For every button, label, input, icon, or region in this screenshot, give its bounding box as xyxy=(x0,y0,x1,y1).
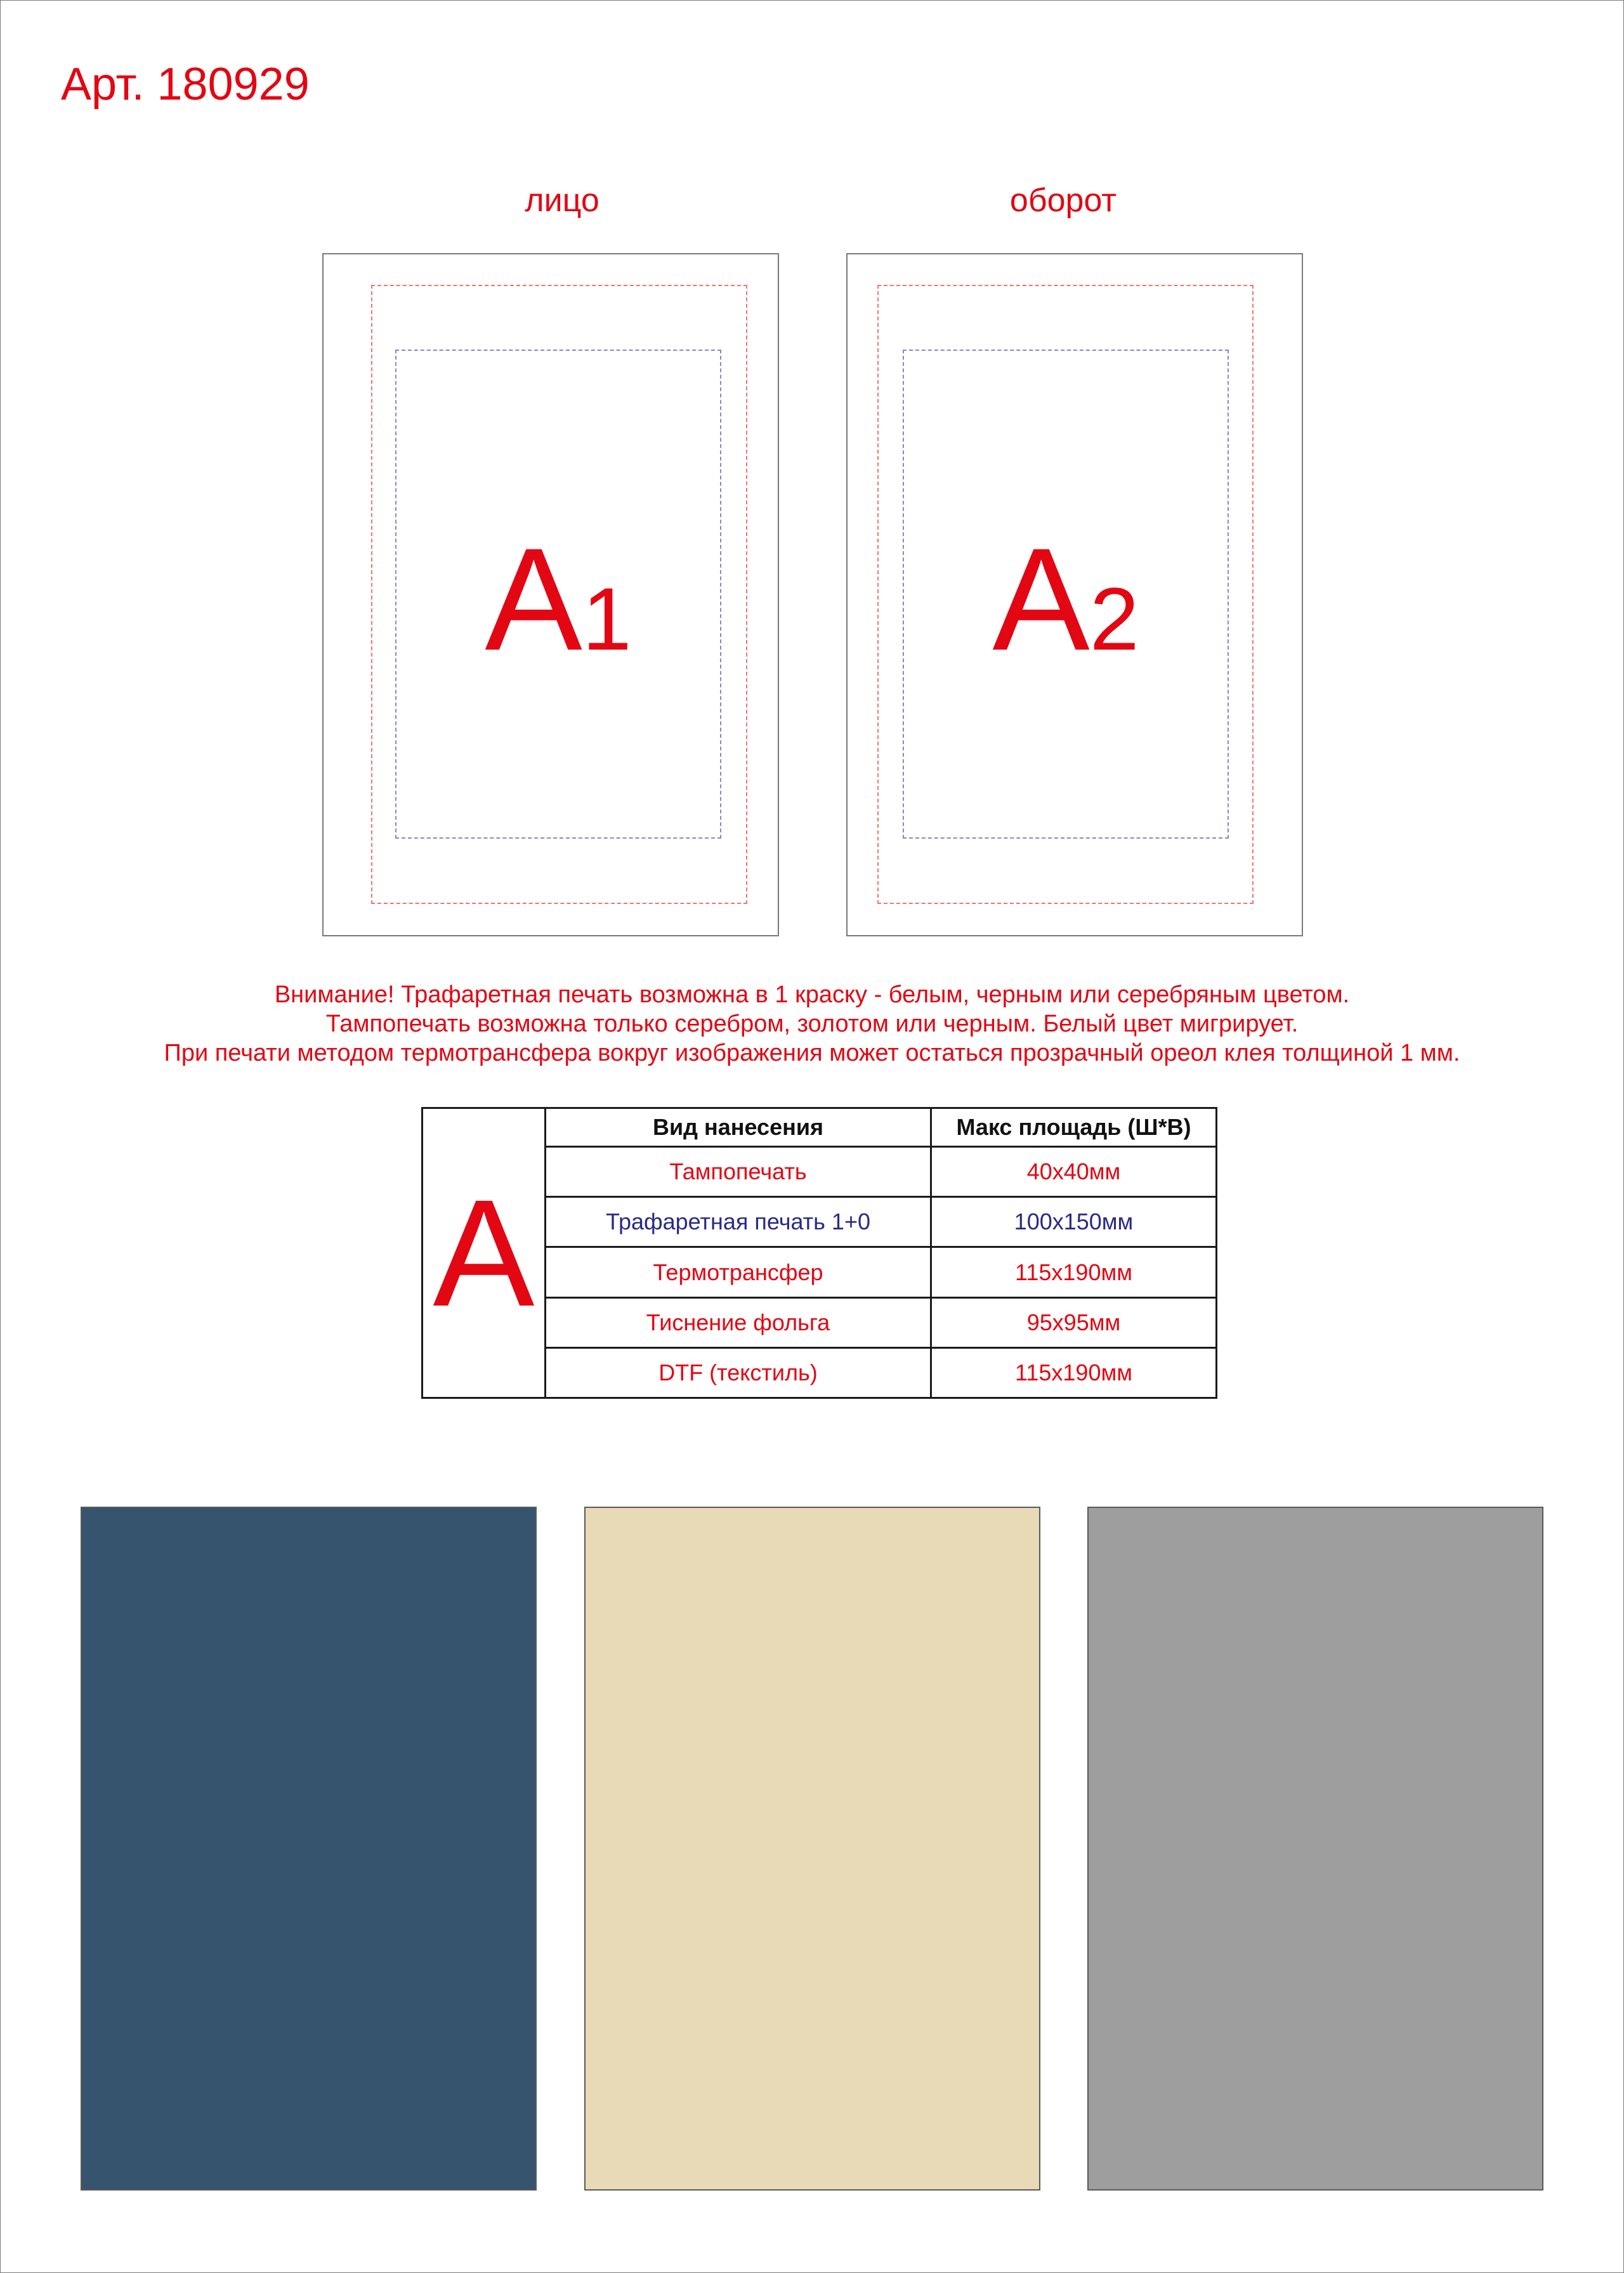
method-max-area: 95х95мм xyxy=(931,1297,1217,1347)
method-max-area: 40х40мм xyxy=(931,1147,1217,1197)
front-area-index: 1 xyxy=(582,569,632,669)
method-name: Термотрансфер xyxy=(546,1247,931,1297)
table-zone-letter: A xyxy=(422,1108,546,1398)
warning-line: При печати методом термотрансфера вокруг изображения может остаться прозрачный ореол клея толщиной 1 мм. xyxy=(164,1040,1460,1066)
print-methods-table xyxy=(421,1107,1217,1399)
method-name: Тиснение фольга xyxy=(546,1297,931,1347)
back-area-index: 2 xyxy=(1089,569,1139,669)
front-area-letter: A xyxy=(485,518,582,681)
warning-line: Тампопечать возможна только серебром, золотом или черным. Белый цвет мигрирует. xyxy=(325,1011,1299,1037)
color-swatch-gray xyxy=(1087,1507,1543,2191)
back-area-label xyxy=(903,518,1229,681)
method-name: Трафаретная печать 1+0 xyxy=(546,1197,931,1247)
back-side-label: оборот xyxy=(1009,182,1117,219)
method-max-area: 100х150мм xyxy=(931,1197,1217,1247)
method-max-area: 115х190мм xyxy=(931,1347,1217,1398)
article-title: Арт. 180929 xyxy=(61,59,310,110)
table-header-row xyxy=(422,1108,1217,1147)
column-header-max-area: Макс площадь (Ш*В) xyxy=(931,1108,1217,1147)
warning-line: Внимание! Трафаретная печать возможна в 1 краску - белым, черным или серебряным цветом. xyxy=(274,981,1350,1008)
method-name: Тампопечать xyxy=(546,1147,931,1197)
print-warnings xyxy=(0,980,1624,1068)
front-side-label: лицо xyxy=(525,182,599,219)
method-name: DTF (текстиль) xyxy=(546,1347,931,1398)
back-area-letter: A xyxy=(992,518,1090,681)
column-header-method: Вид нанесения xyxy=(546,1108,931,1147)
color-swatch-blue xyxy=(81,1507,537,2191)
color-swatch-beige xyxy=(584,1507,1040,2191)
front-area-label xyxy=(395,518,721,681)
method-max-area: 115х190мм xyxy=(931,1247,1217,1297)
